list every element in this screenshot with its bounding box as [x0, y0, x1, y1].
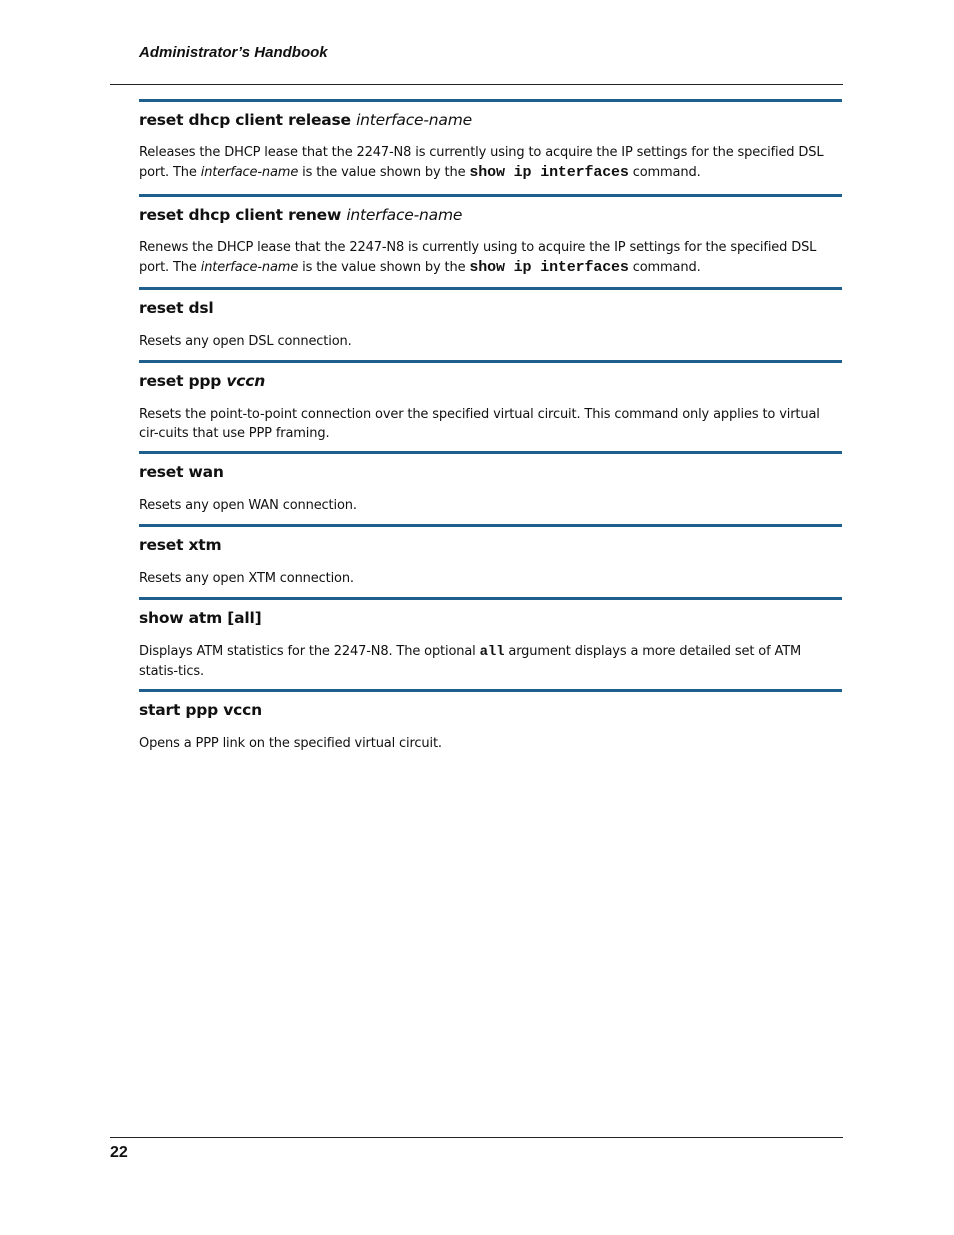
command-heading: reset xtm [139, 536, 222, 554]
header-divider [110, 84, 843, 85]
command-description: Resets any open WAN connection. [139, 498, 357, 513]
command-heading: show atm [all] [139, 609, 262, 627]
section-rule [139, 99, 842, 102]
page-number: 22 [110, 1144, 128, 1161]
command-name: reset dhcp client renew [139, 206, 342, 224]
section-reset-dhcp-client-renew [139, 194, 842, 278]
section-rule [139, 524, 842, 527]
command-description: Resets any open DSL connection. [139, 334, 352, 349]
command-code: show ip interfaces [469, 259, 629, 276]
command-heading [139, 110, 842, 130]
command-code: show ip interfaces [469, 164, 629, 181]
command-heading: reset dsl [139, 299, 214, 317]
command-heading: start ppp vccn [139, 701, 262, 719]
section-rule [139, 287, 842, 290]
command-description: Resets the point-to-point connection over the specified virtual circuit. This command only applies to virtual cir-cuits that use PPP framing. [139, 407, 820, 441]
command-argument: interface-name [356, 111, 472, 129]
command-argument: vccn [226, 372, 266, 390]
argument-reference: interface-name [200, 165, 299, 180]
running-header: Administrator’s Handbook [139, 44, 328, 61]
command-description: Resets any open XTM connection. [139, 571, 354, 586]
command-heading: reset wan [139, 463, 224, 481]
section-reset-ppp [139, 360, 842, 443]
command-argument: interface-name [346, 206, 463, 224]
command-name: reset ppp [139, 372, 222, 390]
argument-reference: interface-name [200, 260, 299, 275]
section-rule [139, 451, 842, 454]
command-description: Renews the DHCP lease that the 2247-N8 is currently using to acquire the IP settings for the specified DSL port. The interface-name is the value shown by the show ip interfaces command. [139, 240, 817, 276]
command-heading [139, 205, 842, 225]
command-description: Displays ATM statistics for the 2247-N8. The optional all argument displays a more detailed set of ATM statis-tics. [139, 644, 802, 679]
section-reset-dsl [139, 287, 842, 352]
footer-divider [110, 1137, 843, 1138]
command-name: reset dhcp client release [139, 111, 351, 129]
section-start-ppp [139, 689, 842, 754]
section-rule [139, 689, 842, 692]
command-code: all [479, 644, 505, 660]
section-rule [139, 360, 842, 363]
command-description: Opens a PPP link on the specified virtual circuit. [139, 736, 442, 751]
command-heading [139, 371, 842, 391]
command-description: Releases the DHCP lease that the 2247-N8 is currently using to acquire the IP settings for the specified DSL port. The interface-name is the value shown by the show ip interfaces command. [139, 145, 824, 181]
section-reset-dhcp-client-release [139, 99, 842, 183]
section-reset-wan [139, 451, 842, 516]
section-reset-xtm [139, 524, 842, 589]
section-rule [139, 194, 842, 197]
section-rule [139, 597, 842, 600]
section-show-atm [139, 597, 842, 681]
